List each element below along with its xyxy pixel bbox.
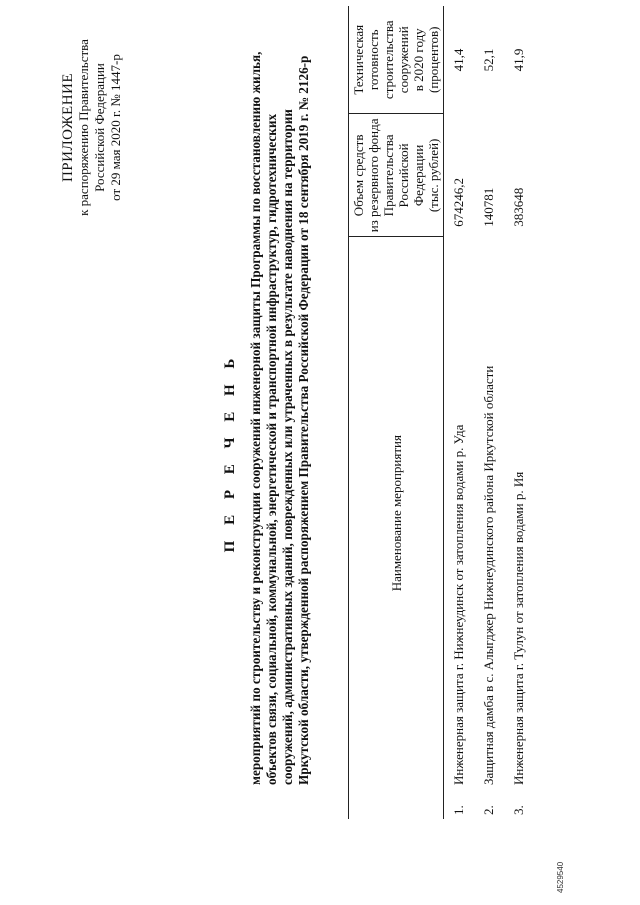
row-volume: 140781	[481, 187, 496, 227]
subtitle-line: сооружений, административных зданий, поврежденных или утраченных в результате наводнения на территории	[280, 109, 295, 785]
row-volume: 674246,2	[451, 178, 466, 227]
row-name: Защитная дамба в с. Алыгджер Нижнеудинского района Иркутской области	[481, 365, 496, 785]
row-readiness: 52,1	[481, 48, 496, 72]
header-readiness-line: в 2020 году	[411, 28, 426, 92]
header-readiness-line: готовность	[366, 29, 381, 91]
table-header-row	[349, 6, 444, 819]
header-volume-line: из резервного фонда	[366, 118, 381, 233]
header-number-cell	[349, 789, 444, 819]
document-title: П Е Р Е Ч Е Н Ь	[222, 352, 238, 553]
row-readiness: 41,9	[511, 48, 526, 72]
subtitle-line: мероприятий по строительству и реконструкции сооружений инженерной защиты Программы по восстановлению жилья,	[248, 51, 263, 785]
table-row	[504, 6, 534, 819]
header-volume	[349, 114, 444, 237]
document-stamp: 4529540	[556, 861, 565, 893]
header-readiness-line: (процентов)	[426, 26, 441, 93]
header-readiness-line: строительства	[381, 20, 396, 100]
appendix-block	[60, 0, 124, 255]
header-readiness-line: Техническая	[351, 24, 366, 95]
row-number: 2.	[481, 805, 496, 815]
appendix-line-3: от 29 мая 2020 г. № 1447-р	[108, 54, 123, 201]
row-volume: 383648	[511, 187, 526, 227]
subtitle-line: Иркутской области, утвержденной распоряжением Правительства Российской Федерации от 18 сентября 2019 г. № 2126-р	[296, 55, 311, 785]
subtitle-line: объектов связи, социальной, коммунальной, энергетической и транспортной инфраструктур, гидротехнических	[264, 113, 279, 785]
row-name: Инженерная защита г. Нижнеудинск от затопления водами р. Уда	[451, 424, 466, 785]
header-readiness	[349, 6, 444, 114]
header-volume-line: Российской	[396, 143, 411, 208]
measures-table	[348, 6, 534, 819]
row-number: 1.	[451, 805, 466, 815]
header-volume-line: Федерации	[411, 144, 426, 207]
header-readiness-line: сооружений	[396, 26, 411, 94]
table-row	[474, 6, 504, 819]
row-number: 3.	[511, 805, 526, 815]
header-volume-line: Правительства	[381, 134, 396, 217]
header-volume-line: (тыс. рублей)	[426, 138, 441, 213]
table-row	[444, 6, 475, 819]
header-volume-line: Объем средств	[351, 134, 366, 217]
header-name: Наименование мероприятия	[349, 237, 444, 789]
row-readiness: 41,4	[451, 48, 466, 72]
appendix-line-1: к распоряжению Правительства	[76, 39, 91, 216]
row-name: Инженерная защита г. Тулун от затопления водами р. Ия	[511, 471, 526, 785]
document-subtitle	[248, 51, 312, 785]
appendix-line-2: Российской Федерации	[92, 63, 107, 192]
appendix-heading: ПРИЛОЖЕНИЕ	[60, 72, 76, 183]
